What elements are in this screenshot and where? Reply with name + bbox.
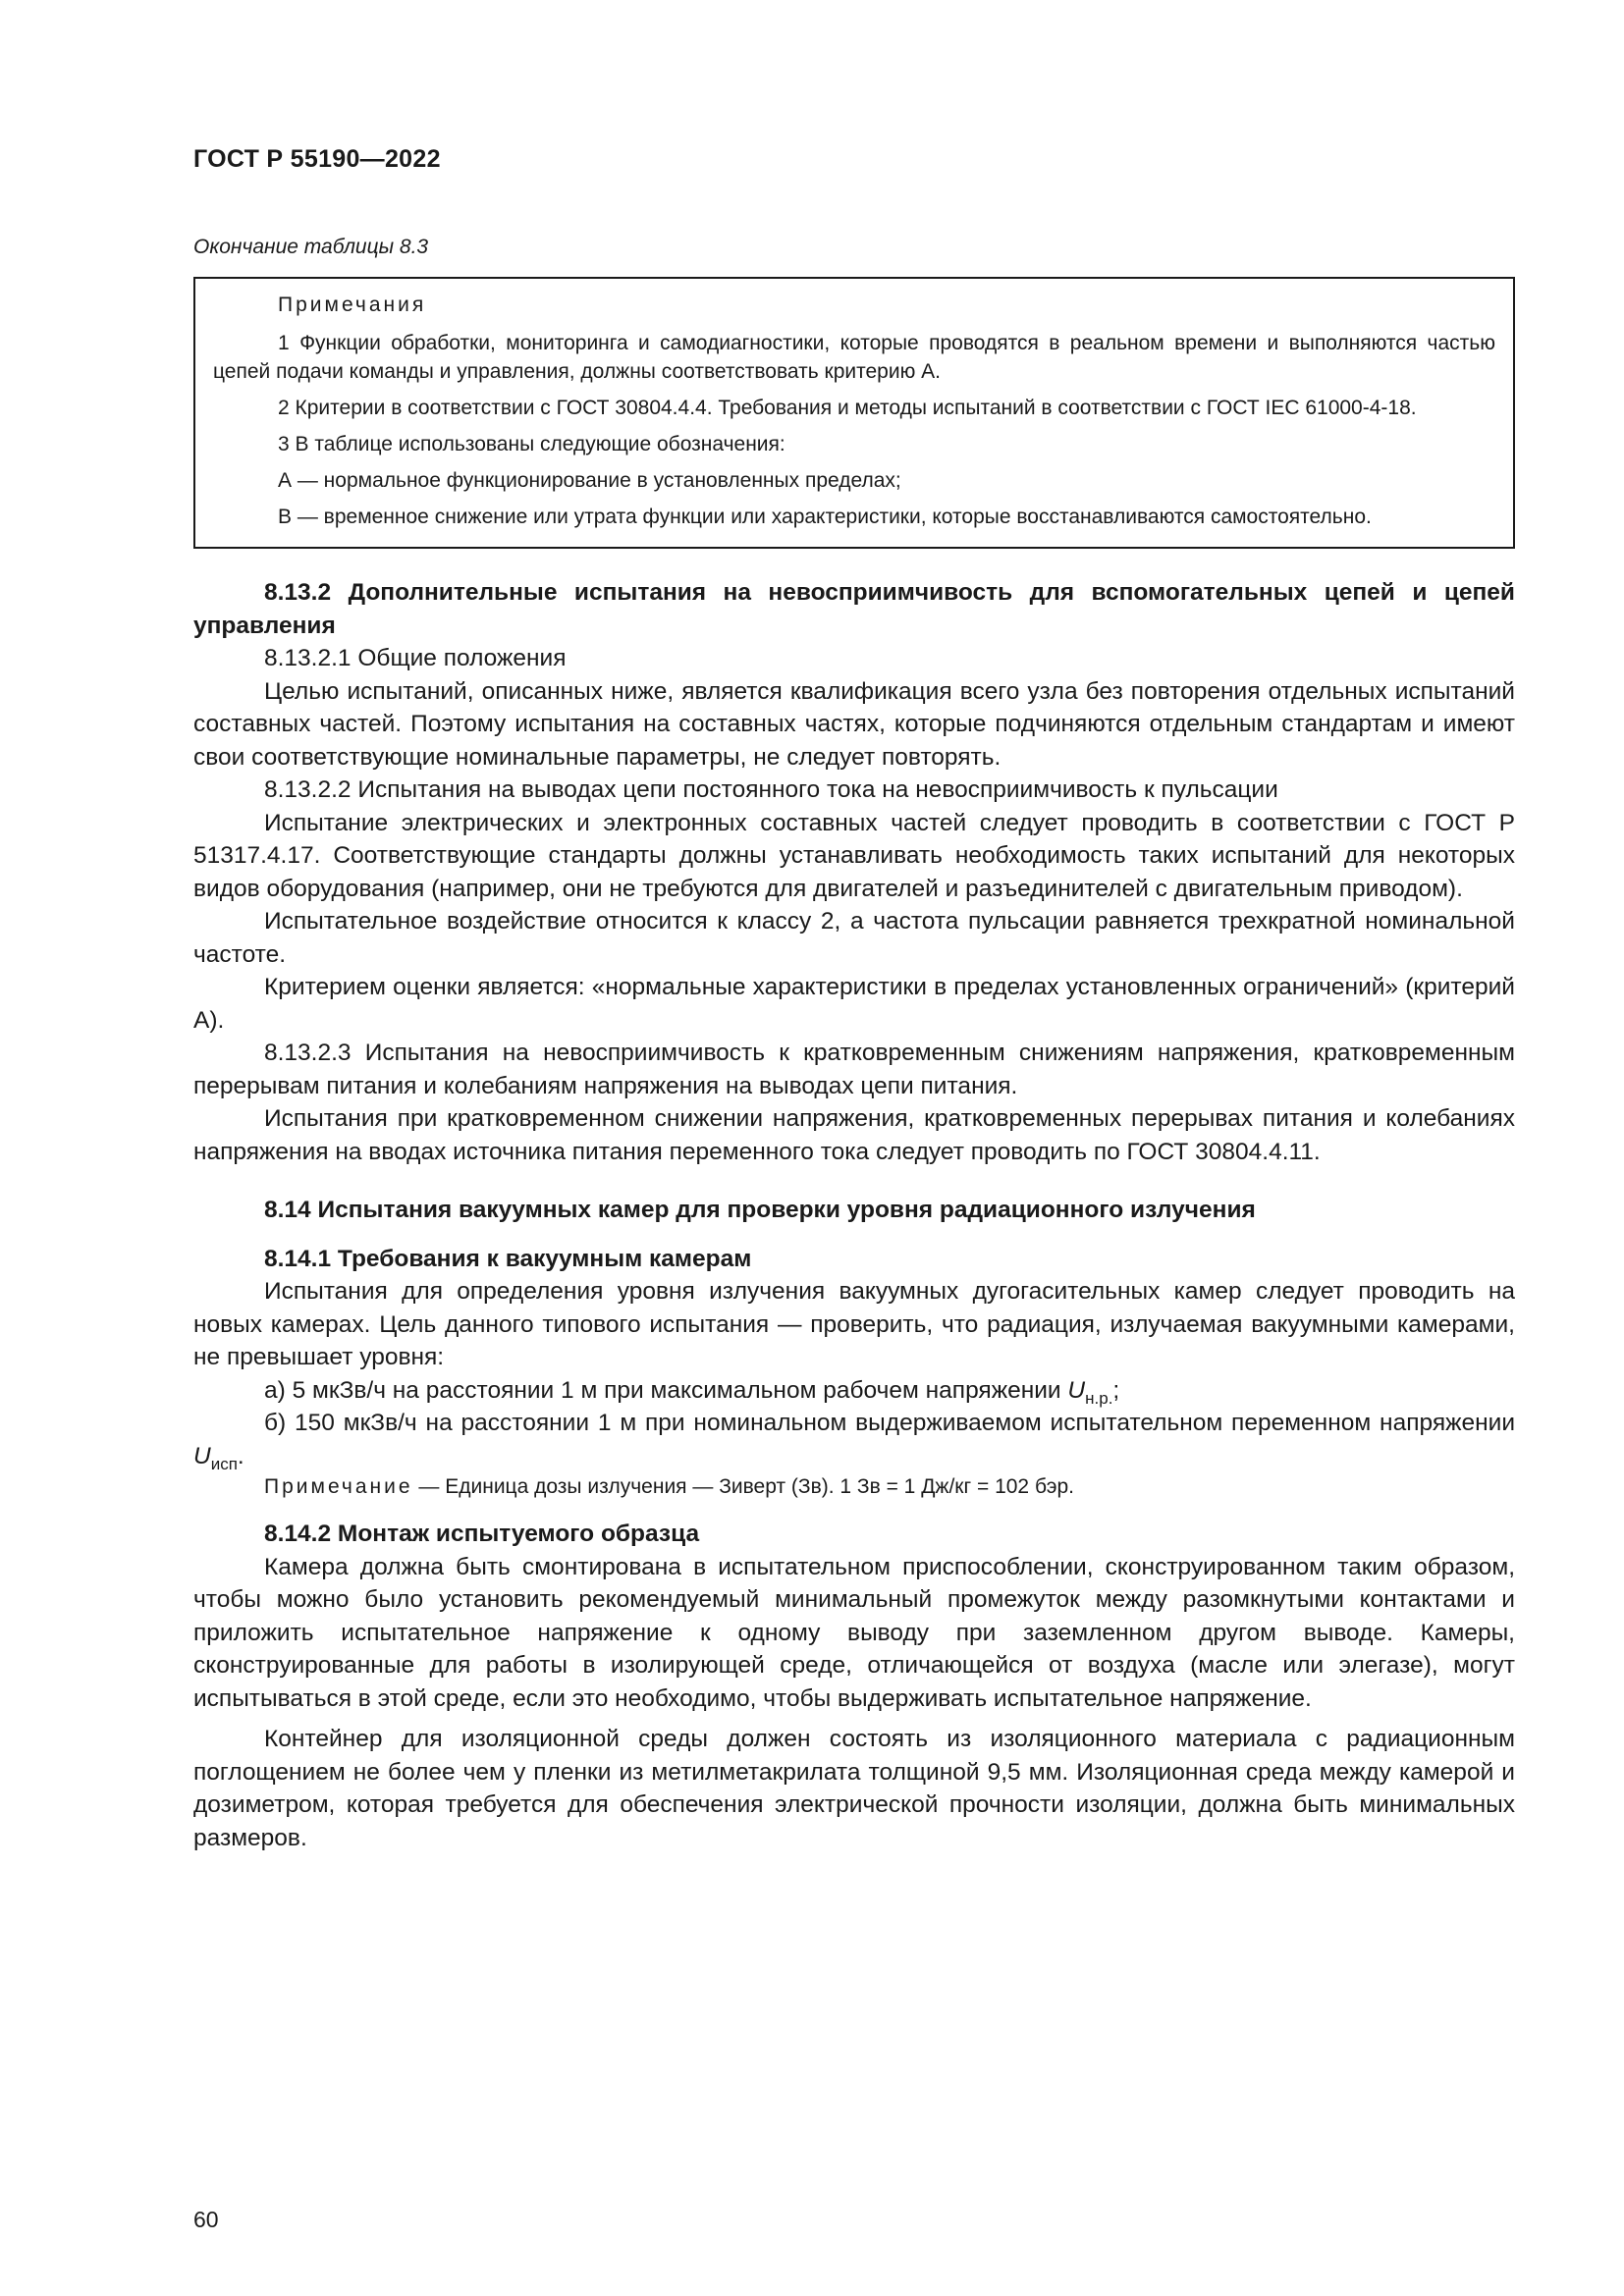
paragraph: Испытание электрических и электронных составных частей следует проводить в соответствии с ГОСТ Р 51317.4.17. Соответствующие стандарты должны устанавливать необходимость таких испытаний для некоторых видов оборудования (например, они не требуются для двигателей и разъединителей с двигательным приводом).: [193, 809, 1515, 902]
list-item-b-end: .: [237, 1442, 244, 1469]
radiation-note: [193, 1472, 1515, 1502]
page-number: 60: [193, 2207, 219, 2232]
list-item-a: [193, 1374, 1515, 1408]
document-header: ГОСТ Р 55190—2022: [193, 145, 441, 173]
table-continuation-caption: Окончание таблицы 8.3: [193, 236, 429, 258]
subsection-title-8-13-2-2: 8.13.2.2 Испытания на выводах цепи постоянного тока на невосприимчивость к пульсации: [264, 776, 1278, 803]
paragraph: Контейнер для изоляционной среды должен состоять из изоляционного материала с радиационным поглощением не более чем у пленки из метилметакрилата толщиной 9,5 мм. Изоляционная среда между камерой и дозиметром, которая требуется для обеспечения электрической прочности изоляции, должна быть минимальных размеров.: [193, 1726, 1515, 1851]
document-page: [193, 145, 1515, 1854]
section-heading-8-14-1: 8.14.1 Требования к вакуумным камерам: [264, 1245, 752, 1272]
document-body: [193, 576, 1515, 1854]
symbol-subscript: н.р.: [1085, 1388, 1113, 1408]
paragraph: Целью испытаний, описанных ниже, является квалификация всего узла без повторения отдельных испытаний составных частей. Поэтому испытания на составных частях, которые подчиняются отдельным стандартам и имеют свои соответствующие номинальные параметры, не следует повторять.: [193, 677, 1515, 771]
symbol-subscript: исп: [210, 1454, 238, 1473]
note-2: 2 Критерии в соответствии с ГОСТ 30804.4.4. Требования и методы испытаний в соответствии с ГОСТ IEC 61000-4-18.: [278, 397, 1417, 419]
note-3: 3 В таблице использованы следующие обозначения:: [278, 433, 785, 455]
list-item-b-text: б) 150 мкЗв/ч на расстоянии 1 м при номинальном выдерживаемом испытательном переменном напряжении: [264, 1410, 1515, 1436]
paragraph: Камера должна быть смонтирована в испытательном приспособлении, сконструированном таким образом, чтобы можно было установить рекомендуемый минимальный промежуток между разомкнутыми контактами и приложить испытательное напряжение к одному выводу при заземленном другом выводе. Камеры, сконструированные для работы в изолирующей среде, отличающейся от воздуха (масле или элегазе), могут испытываться в этой среде, если это необходимо, чтобы выдерживать испытательное напряжение.: [193, 1553, 1515, 1712]
paragraph: Испытательное воздействие относится к классу 2, а частота пульсации равняется трехкратной номинальной частоте.: [193, 908, 1515, 968]
list-item-a-text: а) 5 мкЗв/ч на расстоянии 1 м при максимальном рабочем напряжении: [264, 1376, 1068, 1404]
symbol-u: U: [1067, 1376, 1086, 1404]
section-heading-8-14: 8.14 Испытания вакуумных камер для проверки уровня радиационного излучения: [264, 1197, 1256, 1223]
note-1: 1 Функции обработки, мониторинга и самодиагностики, которые проводятся в реальном времени и выполняются частью цепей подачи команды и управления, должны соответствовать критерию А.: [213, 332, 1495, 383]
list-item-a-end: ;: [1112, 1376, 1120, 1404]
note-label: Примечание: [264, 1475, 413, 1498]
note-3-item-a: А — нормальное функционирование в установленных пределах;: [278, 469, 901, 492]
symbol-u: U: [193, 1442, 211, 1469]
paragraph: Испытания для определения уровня излучения вакуумных дугогасительных камер следует проводить на новых камерах. Цель данного типового испытания — проверить, что радиация, излучаемая вакуумными камерами, не превышает уровня:: [193, 1278, 1515, 1370]
note-3-item-b: В — временное снижение или утрата функции или характеристики, которые восстанавливаются самостоятельно.: [278, 506, 1372, 528]
note-text: — Единица дозы излучения — Зиверт (Зв). 1 Зв = 1 Дж/кг = 102 бэр.: [412, 1475, 1074, 1498]
paragraph: Критерием оценки является: «нормальные характеристики в пределах установленных ограничений» (критерий А).: [193, 974, 1515, 1034]
list-item-b: [193, 1407, 1515, 1472]
section-heading-8-14-2: 8.14.2 Монтаж испытуемого образца: [264, 1521, 700, 1547]
section-heading-8-13-2: 8.13.2 Дополнительные испытания на невосприимчивость для вспомогательных цепей и цепей управления: [193, 579, 1515, 639]
paragraph: Испытания при кратковременном снижении напряжения, кратковременных перерывах питания и колебаниях напряжения на вводах источника питания переменного тока следует проводить по ГОСТ 30804.4.11.: [193, 1105, 1515, 1165]
subsection-title-8-13-2-3: 8.13.2.3 Испытания на невосприимчивость к кратковременным снижениям напряжения, кратковременным перерывам питания и колебаниям напряжения на выводах цепи питания.: [193, 1040, 1515, 1099]
subsection-title-8-13-2-1: 8.13.2.1 Общие положения: [264, 645, 567, 671]
notes-title: Примечания: [278, 294, 427, 316]
table-notes-box: [193, 277, 1515, 549]
